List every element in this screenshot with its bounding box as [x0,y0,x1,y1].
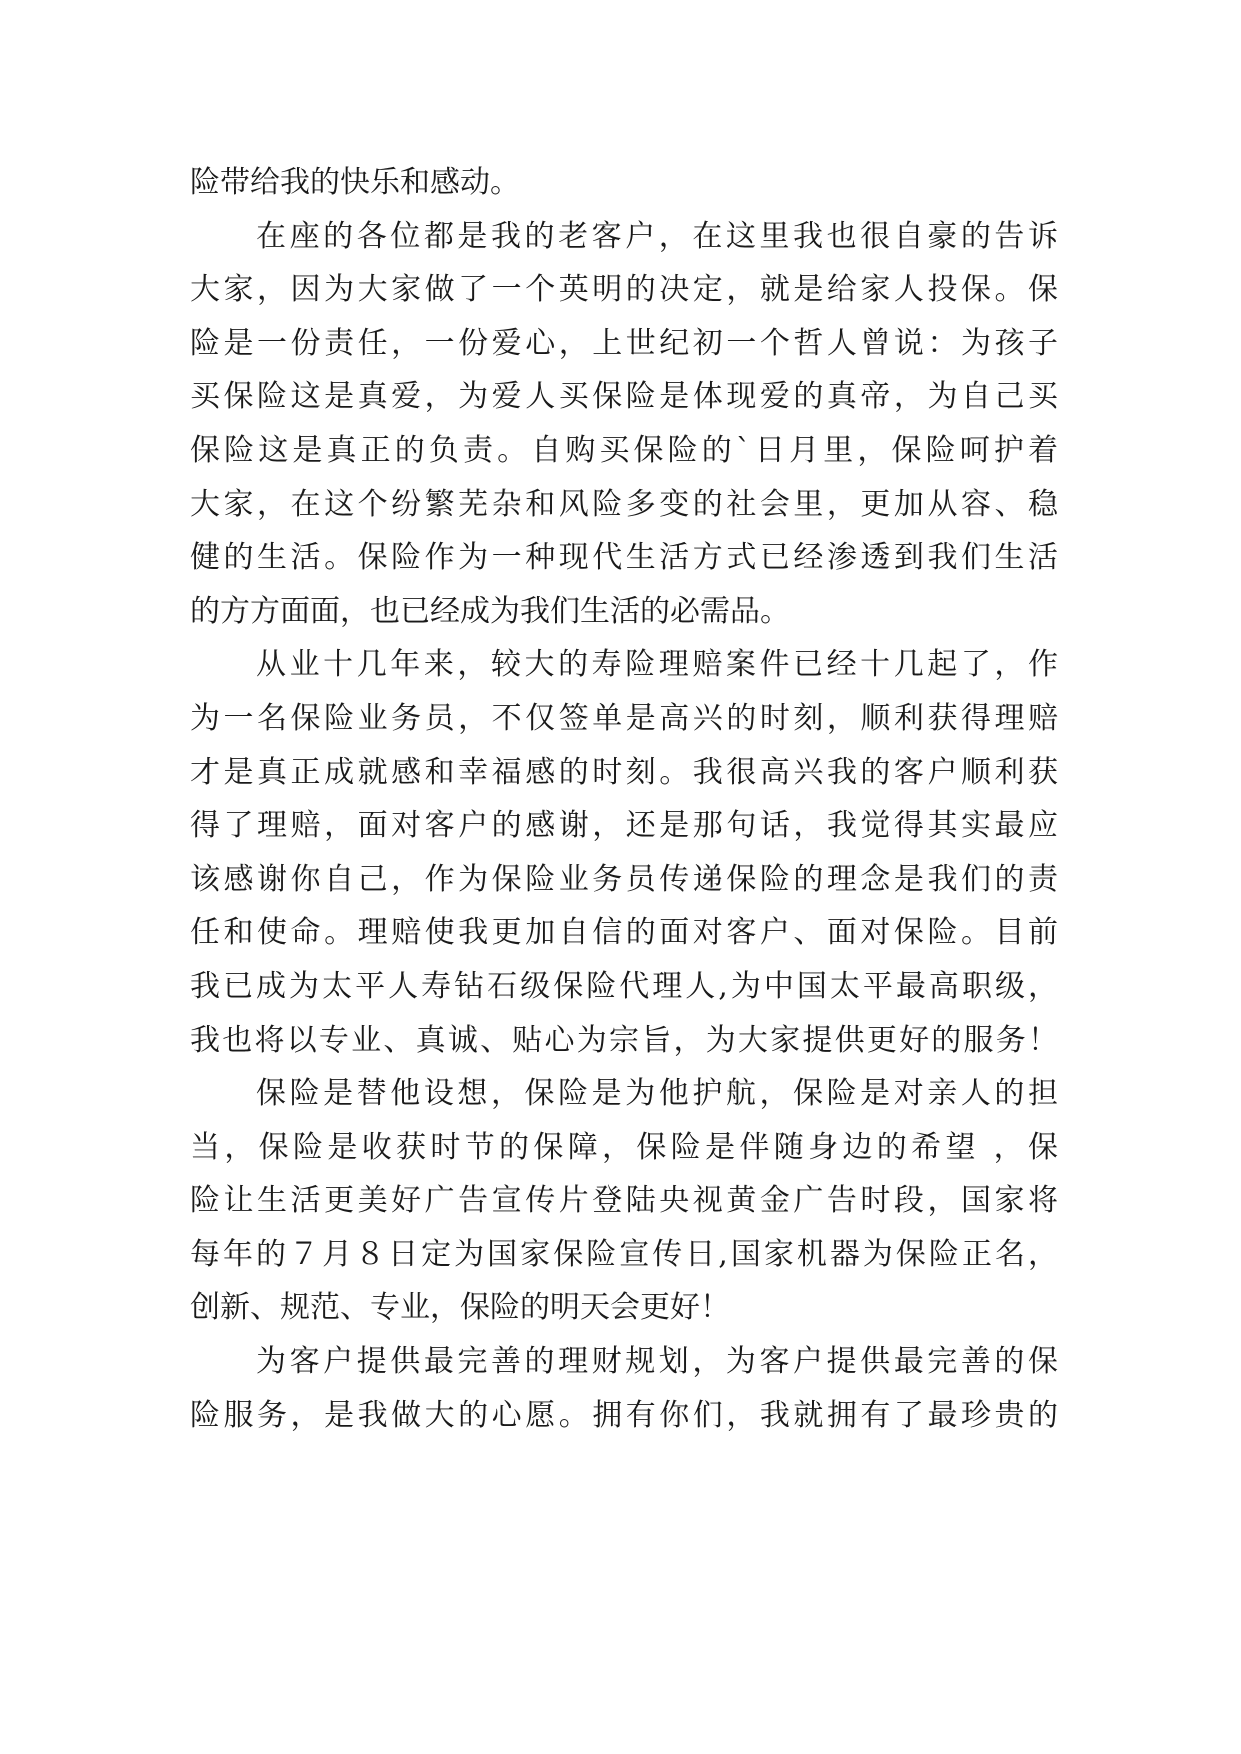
paragraph-line: 任和使命。理赔使我更加自信的面对客户、面对保险。目前 [190,915,1058,951]
paragraph-line: 保险这是真正的负责。自购买保险的`日月里，保险呵护着 [190,432,1058,468]
paragraph-line: 当，保险是收获时节的保障，保险是伴随身边的希望 ，保 [190,1129,1058,1165]
paragraph-line: 大家，在这个纷繁芜杂和风险多变的社会里，更加从容、稳 [190,486,1058,522]
paragraph-line: 得了理赔，面对客户的感谢，还是那句话，我觉得其实最应 [190,808,1058,844]
paragraph-line: 才是真正成就感和幸福感的时刻。我很高兴我的客户顺利获 [190,754,1058,790]
paragraph-line: 每年的７月８日定为国家保险宣传日,国家机器为保险正名， [190,1236,1058,1272]
paragraph-line: 为客户提供最完善的理财规划，为客户提供最完善的保 [256,1344,1058,1380]
paragraph-line: 大家，因为大家做了一个英明的决定，就是给家人投保。保 [190,272,1058,308]
paragraph-line: 险让生活更美好广告宣传片登陆央视黄金广告时段，国家将 [190,1183,1058,1219]
paragraph-line: 在座的各位都是我的老客户，在这里我也很自豪的告诉 [256,218,1058,254]
paragraph-line: 的方方面面，也已经成为我们生活的必需品。 [190,593,790,629]
paragraph-line: 我已成为太平人寿钻石级保险代理人,为中国太平最高职级， [190,968,1058,1004]
paragraph-line: 我也将以专业、真诚、贴心为宗旨，为大家提供更好的服务！ [190,1022,1058,1058]
paragraph-line: 买保险这是真爱，为爱人买保险是体现爱的真帝，为自己买 [190,379,1058,415]
paragraph-line: 该感谢你自己，作为保险业务员传递保险的理念是我们的责 [190,861,1058,897]
paragraph-line: 保险是替他设想，保险是为他护航，保险是对亲人的担 [256,1076,1058,1112]
paragraph-line: 创新、规范、专业，保险的明天会更好！ [190,1290,730,1326]
paragraph-line: 险服务，是我做大的心愿。拥有你们，我就拥有了最珍贵的 [190,1397,1058,1433]
paragraph-line: 从业十几年来，较大的寿险理赔案件已经十几起了，作 [256,647,1058,683]
paragraph-line: 险带给我的快乐和感动。 [190,165,520,200]
document-body [190,156,1058,1442]
paragraph-line: 健的生活。保险作为一种现代生活方式已经渗透到我们生活 [190,540,1058,576]
paragraph-line: 为一名保险业务员，不仅签单是高兴的时刻，顺利获得理赔 [190,700,1058,736]
paragraph-line: 险是一份责任，一份爱心，上世纪初一个哲人曾说：为孩子 [190,325,1058,361]
